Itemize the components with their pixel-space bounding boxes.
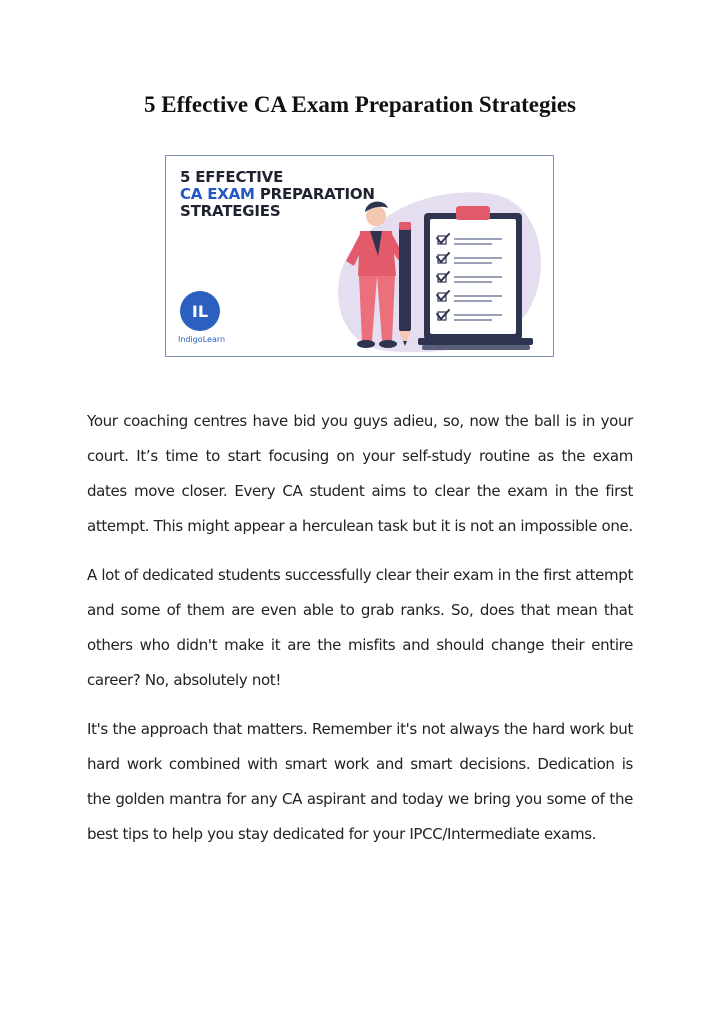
banner-heading [180,169,375,220]
document-title: 5 Effective CA Exam Preparation Strategies [143,92,576,117]
pencil [399,222,411,346]
banner-line-2 [180,186,375,203]
logo-name: IndigoLearn [178,335,226,344]
paragraph-1: Your coaching centres have bid you guys adieu, so, now the ball is in your court. It’s time to start focusing on your self-study routine as the exam dates move closer. Every CA student aims to clear the exam in the first attempt. This might appear a herculean task but it is not an impossible one. [87,412,633,535]
clipboard-clip [456,206,490,220]
article-body [87,404,633,866]
banner-accent-text: CA EXAM [180,185,255,203]
indigolearn-logo: IL [180,291,220,331]
paragraph-3: It's the approach that matters. Remember it's not always the hard work but hard work combined with smart work and smart decisions. Dedication is the golden mantra for any CA aspirant and today we bring you some of the best tips to help you stay dedicated for your IPCC/Intermediate exams. [87,720,633,843]
banner-line-2-rest: PREPARATION [254,185,375,203]
book-stack [418,338,533,345]
article-banner-image [165,155,554,357]
banner-line-3: STRATEGIES [180,202,281,220]
paragraph-2: A lot of dedicated students successfully clear their exam in the first attempt and some of them are even able to grab ranks. So, does that mean that others who didn't make it are the misfits and should change their entire career? No, absolutely not! [87,566,633,689]
banner-line-1: 5 EFFECTIVE [180,168,284,186]
